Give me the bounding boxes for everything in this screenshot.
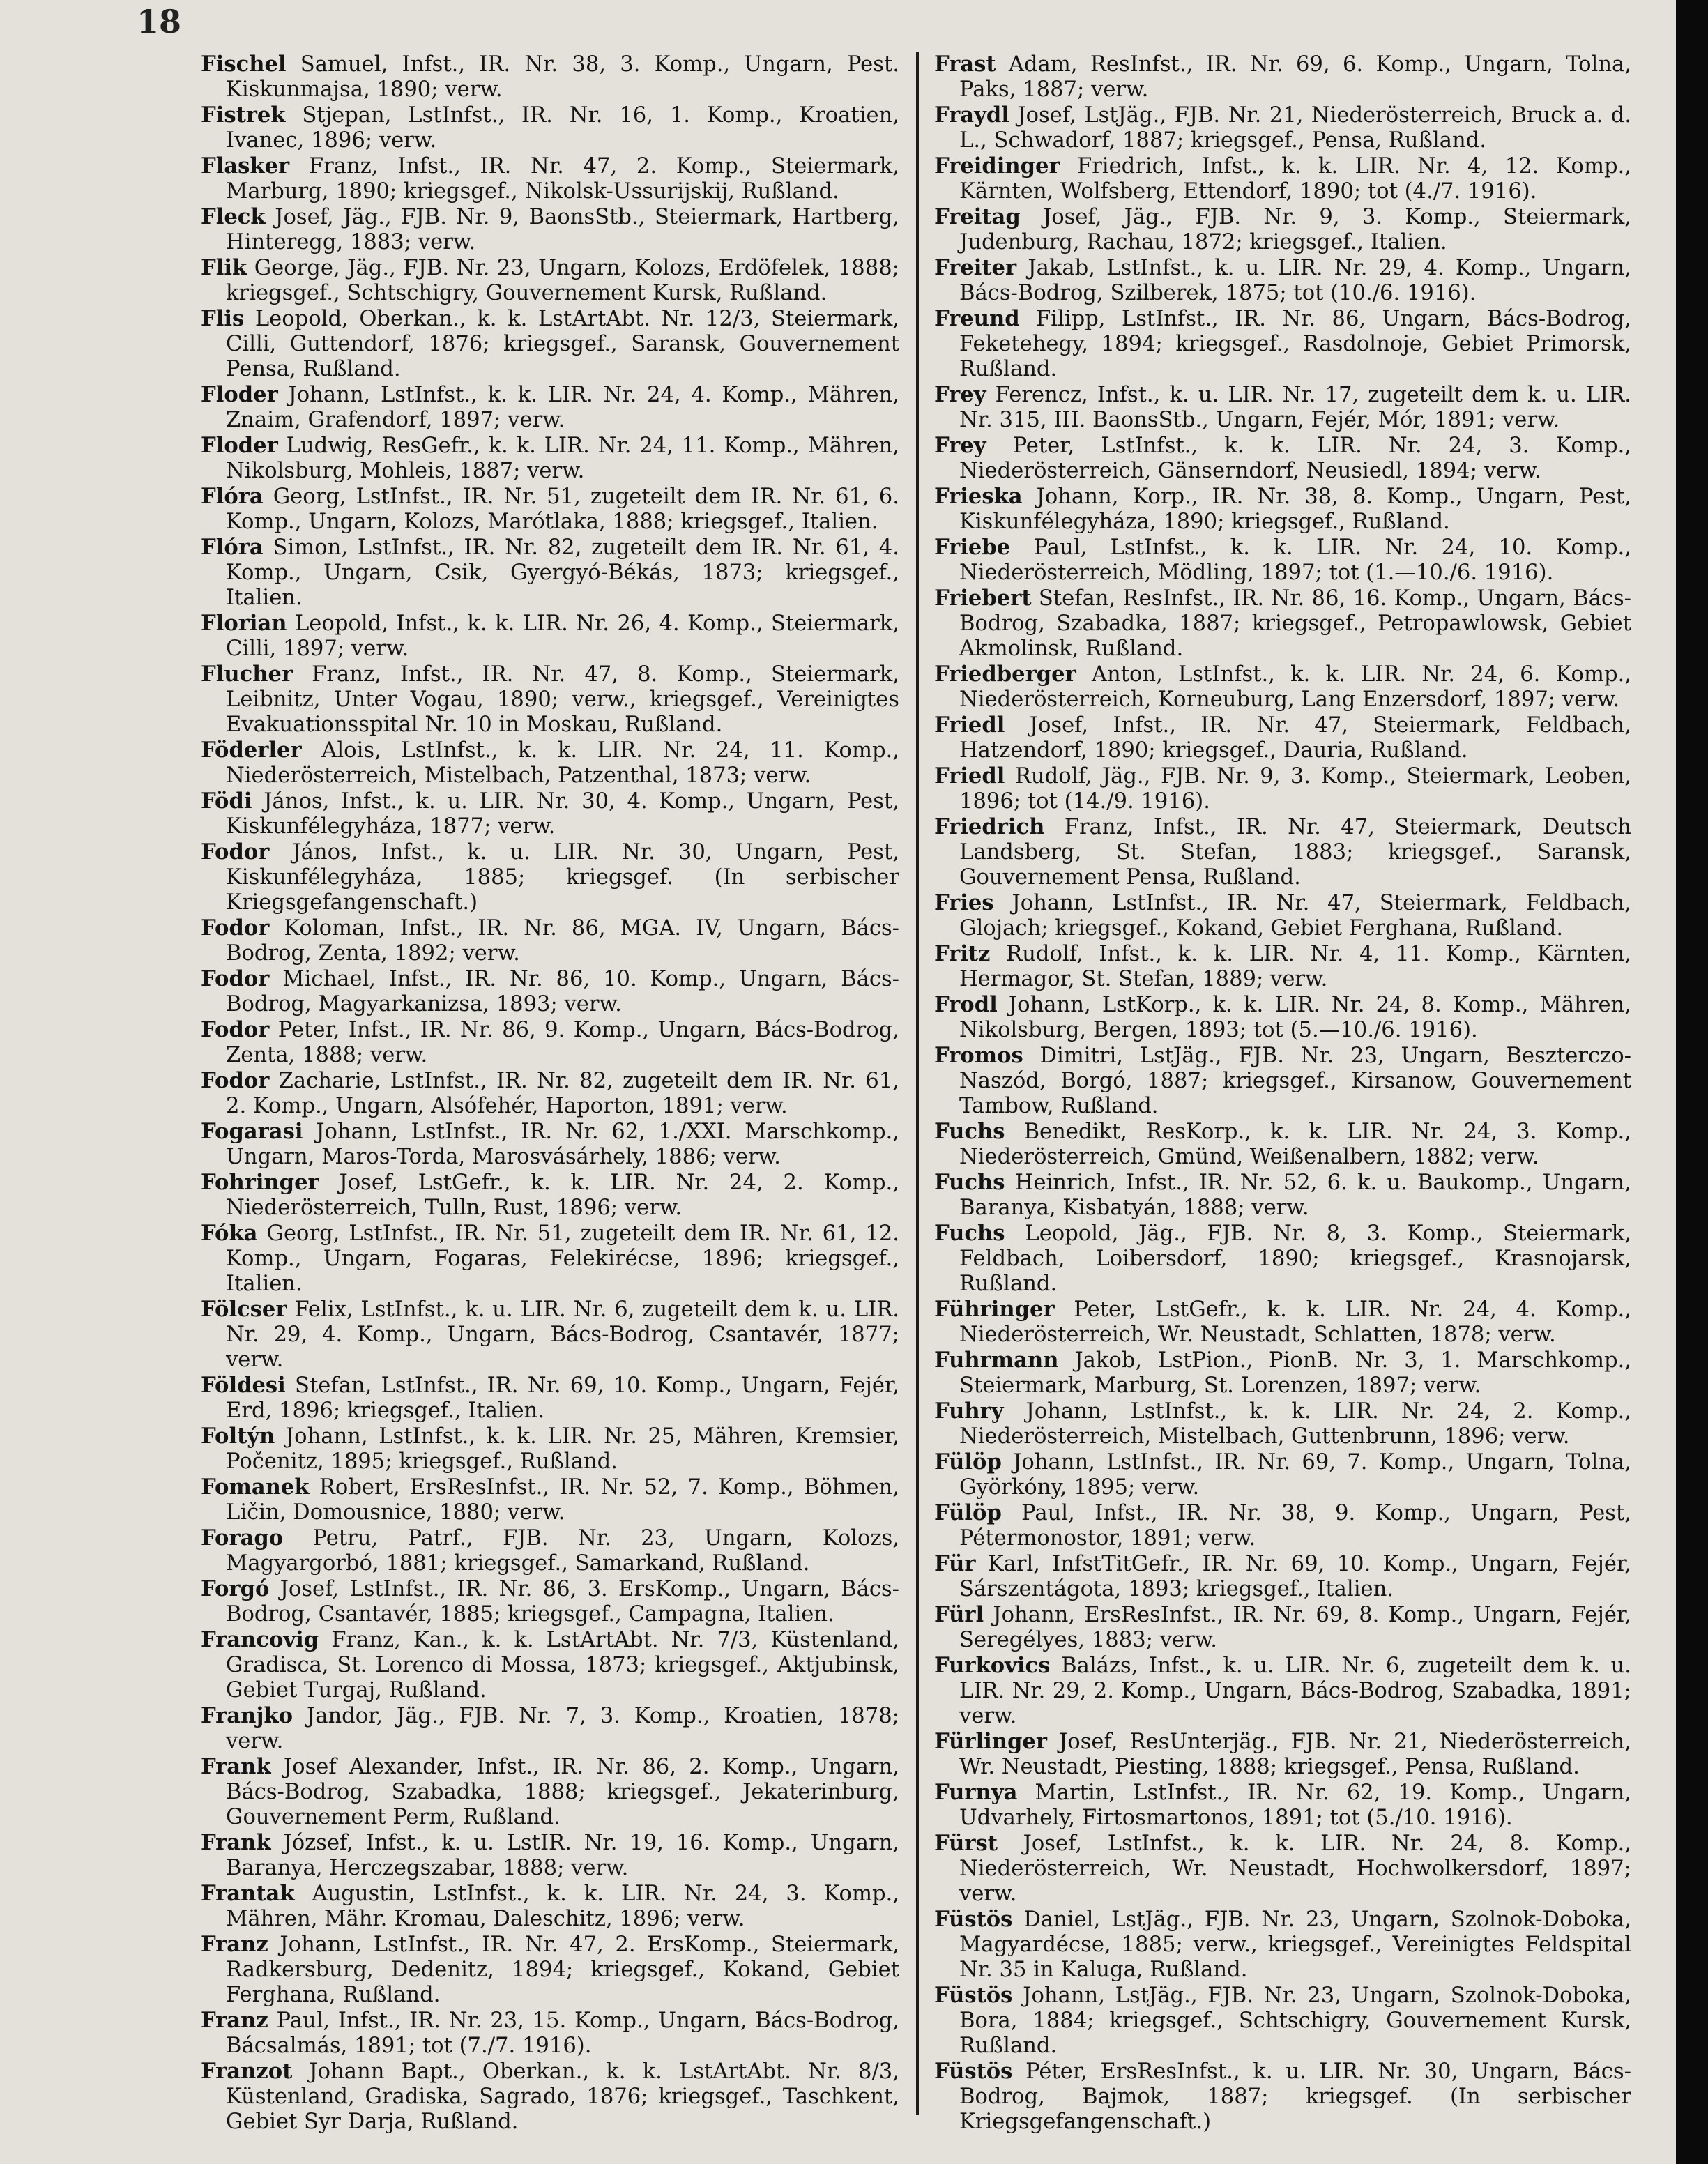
entry-surname: Frey — [934, 382, 986, 407]
entry-surname: Fries — [934, 890, 994, 915]
register-entry — [201, 2059, 899, 2135]
entry-surname: Freitag — [934, 204, 1021, 229]
register-entry — [934, 1297, 1631, 1348]
register-entry — [201, 1830, 899, 1881]
register-entry — [934, 814, 1631, 890]
entry-surname: Friedberger — [934, 662, 1076, 687]
entry-surname: Friedl — [934, 713, 1005, 738]
register-entry — [201, 1068, 899, 1119]
register-entry — [201, 102, 899, 153]
entry-details: Johann, LstJäg., FJB. Nr. 23, Ungarn, Szolnok-Doboka, Bora, 1884; kriegsgef., Schtschigry, Gouvernement Kursk, Rußland. — [959, 1983, 1631, 2058]
entry-surname: Fodor — [201, 1017, 270, 1042]
entry-details: Josef Alexander, Infst., IR. Nr. 86, 2. Komp., Ungarn, Bács-Bodrog, Szabadka, 1888; kriegsgef., Jekaterinburg, Gouvernement Perm, Rußland. — [226, 1755, 899, 1829]
register-entry — [934, 1449, 1631, 1500]
entry-surname: Furkovics — [934, 1653, 1051, 1678]
register-entry — [934, 52, 1631, 102]
entry-surname: Fóka — [201, 1221, 258, 1246]
register-entry — [201, 1297, 899, 1373]
entry-details: Josef, LstGefr., k. k. LIR. Nr. 24, 2. Komp., Niederösterreich, Tulln, Rust, 1896; verw. — [226, 1171, 899, 1220]
register-entry — [201, 839, 899, 915]
entry-details: Alois, LstInfst., k. k. LIR. Nr. 24, 11. Komp., Niederösterreich, Mistelbach, Patzenthal, 1873; verw. — [226, 738, 899, 788]
entry-surname: Fischel — [201, 52, 287, 77]
entry-details: Daniel, LstJäg., FJB. Nr. 23, Ungarn, Szolnok-Doboka, Magyardécse, 1885; verw., kriegsgef., Vereinigtes Feldspital Nr. 35 in Kaluga, Rußland. — [959, 1907, 1631, 1982]
entry-details: Johann, LstInfst., IR. Nr. 62, 1./XXI. Marschkomp., Ungarn, Maros-Torda, Marosvásárhely, 1886; verw. — [226, 1120, 899, 1169]
entry-surname: Fleck — [201, 204, 266, 229]
entry-surname: Führinger — [934, 1297, 1055, 1322]
entry-surname: Franz — [201, 1932, 268, 1957]
entry-surname: Fodor — [201, 1068, 270, 1093]
entry-details: Johann, LstInfst., IR. Nr. 47, Steiermark, Feldbach, Glojach; kriegsgef., Kokand, Gebiet Ferghana, Rußland. — [959, 891, 1631, 940]
entry-surname: Franzot — [201, 2059, 293, 2084]
entry-surname: Freidinger — [934, 153, 1060, 178]
register-entry — [201, 1881, 899, 1932]
entry-details: Benedikt, ResKorp., k. k. LIR. Nr. 24, 3. Komp., Niederösterreich, Gmünd, Weißenalbern, 1882; verw. — [959, 1120, 1631, 1169]
entry-surname: Fülöp — [934, 1449, 1002, 1475]
entry-surname: Fritz — [934, 941, 991, 966]
entry-details: Stefan, ResInfst., IR. Nr. 86, 16. Komp., Ungarn, Bács-Bodrog, Szabadka, 1887; kriegsgef., Petropawlowsk, Gebiet Akmolinsk, Rußland. — [959, 586, 1631, 661]
entry-details: Augustin, LstInfst., k. k. LIR. Nr. 24, 3. Komp., Mähren, Mähr. Kromau, Daleschitz, 1896; verw. — [226, 1882, 899, 1931]
register-entry — [934, 1780, 1631, 1831]
entry-details: Felix, LstInfst., k. u. LIR. Nr. 6, zugeteilt dem k. u. LIR. Nr. 29, 4. Komp., Ungarn, Bács-Bodrog, Csantavér, 1877; verw. — [226, 1297, 899, 1372]
register-entry — [934, 1729, 1631, 1780]
entry-details: Filipp, LstInfst., IR. Nr. 86, Ungarn, Bács-Bodrog, Feketehegy, 1894; kriegsgef., Rasdolnoje, Gebiet Primorsk, Rußland. — [959, 307, 1632, 381]
entry-surname: Föderler — [201, 738, 302, 763]
register-entry — [934, 890, 1631, 941]
register-entry — [201, 1525, 899, 1576]
entry-details: Stefan, LstInfst., IR. Nr. 69, 10. Komp., Ungarn, Fejér, Erd, 1896; kriegsgef., Italien. — [226, 1373, 899, 1423]
entry-surname: Furnya — [934, 1780, 1018, 1805]
register-entry — [201, 204, 899, 255]
entry-details: Robert, ErsResInfst., IR. Nr. 52, 7. Komp., Böhmen, Ličin, Domousnice, 1880; verw. — [226, 1475, 899, 1525]
register-entry — [201, 1017, 899, 1068]
register-entry — [934, 1500, 1631, 1551]
entry-details: Anton, LstInfst., k. k. LIR. Nr. 24, 6. Komp., Niederösterreich, Korneuburg, Lang Enzersdorf, 1897; verw. — [959, 662, 1631, 712]
register-entry — [934, 102, 1631, 153]
register-entry — [201, 1170, 899, 1221]
register-entry — [201, 433, 899, 484]
entry-surname: Floder — [201, 433, 278, 458]
entry-details: Ludwig, ResGefr., k. k. LIR. Nr. 24, 11. Komp., Mähren, Nikolsburg, Mohleis, 1887; verw. — [226, 434, 899, 483]
register-entry — [934, 1221, 1631, 1297]
register-entry — [201, 738, 899, 788]
register-entry — [934, 535, 1631, 586]
register-entry — [934, 1602, 1631, 1653]
entry-surname: Füstös — [934, 2059, 1013, 2084]
register-entry — [934, 204, 1631, 255]
entry-details: Johann, LstInfst., k. k. LIR. Nr. 24, 2. Komp., Niederösterreich, Mistelbach, Guttenbrunn, 1896; verw. — [959, 1399, 1631, 1449]
entry-details: Jandor, Jäg., FJB. Nr. 7, 3. Komp., Kroatien, 1878; verw. — [226, 1704, 899, 1753]
entry-surname: Fraydl — [934, 102, 1009, 128]
entry-details: Franz, Infst., IR. Nr. 47, Steiermark, Deutsch Landsberg, St. Stefan, 1883; kriegsgef., Saransk, Gouvernement Pensa, Rußland. — [959, 815, 1631, 890]
entry-details: Leopold, Infst., k. k. LIR. Nr. 26, 4. Komp., Steiermark, Cilli, 1897; verw. — [226, 611, 899, 661]
entry-details: Dimitri, LstJäg., FJB. Nr. 23, Ungarn, Beszterczo-Naszód, Borgó, 1887; kriegsgef., Kirsanow, Gouvernement Tambow, Rußland. — [959, 1044, 1631, 1118]
entry-details: Johann, LstInfst., IR. Nr. 47, 2. ErsKomp., Steiermark, Radkersburg, Dedenitz, 1894; kriegsgef., Kokand, Gebiet Ferghana, Rußland. — [226, 1933, 900, 2007]
entry-details: Paul, Infst., IR. Nr. 23, 15. Komp., Ungarn, Bács-Bodrog, Bácsalmás, 1891; tot (7./7. 1916). — [226, 2009, 899, 2058]
register-entry — [934, 662, 1631, 713]
entry-surname: Fürst — [934, 1831, 998, 1856]
entry-surname: Fürlinger — [934, 1729, 1048, 1754]
register-entry — [201, 788, 899, 839]
entry-surname: Füstös — [934, 1907, 1013, 1932]
entry-surname: Flis — [201, 306, 245, 331]
entry-surname: Fodor — [201, 915, 270, 940]
entry-details: Simon, LstInfst., IR. Nr. 82, zugeteilt dem IR. Nr. 61, 4. Komp., Ungarn, Csik, Gyergyó-Békás, 1873; kriegsgef., Italien. — [226, 535, 899, 610]
register-entry — [934, 153, 1631, 204]
entry-details: József, Infst., k. u. LstIR. Nr. 19, 16. Komp., Ungarn, Baranya, Herczegszabar, 1888; verw. — [226, 1831, 899, 1880]
entry-surname: Frodl — [934, 992, 998, 1017]
register-entry — [934, 306, 1631, 382]
entry-surname: Fohringer — [201, 1170, 319, 1195]
register-entry — [201, 915, 899, 966]
register-entry — [201, 662, 899, 738]
register-entry — [934, 382, 1631, 433]
entry-surname: Fuchs — [934, 1221, 1005, 1246]
entry-details: Johann, Korp., IR. Nr. 38, 8. Komp., Ungarn, Pest, Kiskunfélegyháza, 1890; kriegsgef., Rußland. — [959, 485, 1631, 534]
entry-details: Franz, Infst., IR. Nr. 47, 2. Komp., Steiermark, Marburg, 1890; kriegsgef., Nikolsk-Ussurijskij, Rußland. — [226, 154, 899, 204]
entry-details: Johann, LstInfst., k. k. LIR. Nr. 25, Mähren, Kremsier, Počenitz, 1895; kriegsgef., Rußland. — [226, 1424, 899, 1474]
entry-surname: Fistrek — [201, 102, 286, 128]
entry-surname: Florian — [201, 611, 287, 636]
register-entry — [934, 586, 1631, 662]
entry-details: Peter, LstInfst., k. k. LIR. Nr. 24, 3. Komp., Niederösterreich, Gänserndorf, Neusiedl, 1894; verw. — [959, 434, 1631, 483]
register-entry — [201, 1119, 899, 1170]
entry-details: Adam, ResInfst., IR. Nr. 69, 6. Komp., Ungarn, Tolna, Paks, 1887; verw. — [959, 52, 1632, 102]
entry-details: Georg, LstInfst., IR. Nr. 51, zugeteilt dem IR. Nr. 61, 6. Komp., Ungarn, Kolozs, Marótlaka, 1888; kriegsgef., Italien. — [226, 485, 899, 534]
entry-details: Koloman, Infst., IR. Nr. 86, MGA. IV, Ungarn, Bács-Bodrog, Zenta, 1892; verw. — [226, 916, 899, 966]
register-entry — [201, 1703, 899, 1754]
entry-details: Stjepan, LstInfst., IR. Nr. 16, 1. Komp., Kroatien, Ivanec, 1896; verw. — [226, 103, 899, 153]
register-entry — [201, 1475, 899, 1525]
column-divider — [916, 52, 919, 2115]
entry-details: Zacharie, LstInfst., IR. Nr. 82, zugeteilt dem IR. Nr. 61, 2. Komp., Ungarn, Alsófehér, Haporton, 1891; verw. — [226, 1069, 899, 1118]
entry-details: Friedrich, Infst., k. k. LIR. Nr. 4, 12. Komp., Kärnten, Wolfsberg, Ettendorf, 1890; tot (4./7. 1916). — [959, 154, 1631, 204]
register-entry — [934, 484, 1631, 535]
entry-surname: Frank — [201, 1830, 271, 1855]
entry-surname: Frank — [201, 1754, 271, 1779]
register-entry — [934, 1551, 1631, 1602]
register-entry — [201, 966, 899, 1017]
entry-details: Johann, ErsResInfst., IR. Nr. 69, 8. Komp., Ungarn, Fejér, Seregélyes, 1883; verw. — [959, 1603, 1631, 1652]
entry-details: Jakab, LstInfst., k. u. LIR. Nr. 29, 4. Komp., Ungarn, Bács-Bodrog, Szilberek, 1875; tot (10./6. 1916). — [959, 256, 1631, 305]
entry-details: Karl, InfstTitGefr., IR. Nr. 69, 10. Komp., Ungarn, Fejér, Sárszentágota, 1893; kriegsgef., Italien. — [959, 1552, 1631, 1601]
register-entry — [201, 255, 899, 306]
entry-surname: Franjko — [201, 1703, 293, 1728]
entry-surname: Földesi — [201, 1373, 286, 1398]
entry-details: Leopold, Jäg., FJB. Nr. 8, 3. Komp., Steiermark, Feldbach, Loibersdorf, 1890; kriegsgef., Krasnojarsk, Rußland. — [959, 1221, 1631, 1296]
entry-surname: Frey — [934, 433, 986, 458]
register-entry — [934, 1119, 1631, 1170]
entry-details: Johann, LstKorp., k. k. LIR. Nr. 24, 8. Komp., Mähren, Nikolsburg, Bergen, 1893; tot (5.—10./6. 1916). — [959, 993, 1631, 1042]
entry-details: Johann, LstInfst., IR. Nr. 69, 7. Komp., Ungarn, Tolna, Györkóny, 1895; verw. — [959, 1450, 1631, 1500]
entry-details: Johann, LstInfst., k. k. LIR. Nr. 24, 4. Komp., Mähren, Znaim, Grafendorf, 1897; verw. — [226, 383, 899, 432]
entry-surname: Foltýn — [201, 1424, 275, 1449]
entry-surname: Franz — [201, 2008, 268, 2033]
entry-surname: Fölcser — [201, 1297, 287, 1322]
entry-details: Rudolf, Infst., k. k. LIR. Nr. 4, 11. Komp., Kärnten, Hermagor, St. Stefan, 1889; verw. — [959, 942, 1631, 991]
entry-details: George, Jäg., FJB. Nr. 23, Ungarn, Kolozs, Erdöfelek, 1888; kriegsgef., Schtschigry, Gouvernement Kursk, Rußland. — [226, 256, 899, 305]
entry-details: Péter, ErsResInfst., k. u. LIR. Nr. 30, Ungarn, Bács-Bodrog, Bajmok, 1887; kriegsgef. (In serbischer Kriegsgefangenschaft.) — [959, 2059, 1631, 2134]
register-entry — [201, 535, 899, 611]
register-entry — [934, 1043, 1631, 1119]
entry-details: Josef, Infst., IR. Nr. 47, Steiermark, Feldbach, Hatzendorf, 1890; kriegsgef., Dauria, Rußland. — [959, 713, 1631, 763]
entry-details: Paul, LstInfst., k. k. LIR. Nr. 24, 10. Komp., Niederösterreich, Mödling, 1897; tot (1.—10./6. 1916). — [959, 535, 1631, 585]
register-entry — [934, 1983, 1631, 2059]
register-entry — [201, 484, 899, 535]
entry-surname: Fodor — [201, 966, 270, 991]
entry-surname: Frieska — [934, 484, 1023, 509]
entry-surname: Flóra — [201, 484, 264, 509]
register-entry — [201, 611, 899, 662]
register-entry — [934, 2059, 1631, 2135]
entry-details: Johann Bapt., Oberkan., k. k. LstArtAbt. Nr. 8/3, Küstenland, Gradiska, Sagrado, 1876; kriegsgef., Taschkent, Gebiet Syr Darja, Rußland. — [226, 2059, 899, 2134]
register-entry — [201, 382, 899, 433]
entry-details: Peter, LstGefr., k. k. LIR. Nr. 24, 4. Komp., Niederösterreich, Wr. Neustadt, Schlatten, 1878; verw. — [959, 1297, 1631, 1347]
register-entry — [934, 713, 1631, 763]
register-entry — [201, 1932, 899, 2008]
entry-surname: Fuhry — [934, 1399, 1004, 1424]
entry-details: Rudolf, Jäg., FJB. Nr. 9, 3. Komp., Steiermark, Leoben, 1896; tot (14./9. 1916). — [959, 764, 1631, 814]
register-entry — [201, 306, 899, 382]
entry-surname: Freiter — [934, 255, 1017, 280]
dark-page-edge — [1676, 0, 1708, 2164]
register-entry — [934, 941, 1631, 992]
entry-details: Samuel, Infst., IR. Nr. 38, 3. Komp., Ungarn, Pest. Kiskunmajsa, 1890; verw. — [226, 52, 899, 102]
entry-surname: Friedrich — [934, 814, 1045, 839]
register-entry — [201, 1373, 899, 1424]
entry-details: Josef, LstJäg., FJB. Nr. 21, Niederösterreich, Bruck a. d. L., Schwadorf, 1887; kriegsgef., Pensa, Rußland. — [959, 103, 1631, 153]
register-entry — [934, 1348, 1631, 1399]
entry-details: Josef, Jäg., FJB. Nr. 9, 3. Komp., Steiermark, Judenburg, Rachau, 1872; kriegsgef., Italien. — [959, 205, 1631, 254]
entry-surname: Fogarasi — [201, 1119, 303, 1144]
entry-surname: Friedl — [934, 763, 1005, 788]
entry-details: Ferencz, Infst., k. u. LIR. Nr. 17, zugeteilt dem k. u. LIR. Nr. 315, III. BaonsStb., Ungarn, Fejér, Mór, 1891; verw. — [959, 383, 1631, 432]
entry-surname: Für — [934, 1551, 976, 1576]
entry-surname: Fomanek — [201, 1475, 310, 1500]
entry-details: Michael, Infst., IR. Nr. 86, 10. Komp., Ungarn, Bács-Bodrog, Magyarkanizsa, 1893; verw. — [226, 967, 899, 1016]
left-column — [201, 52, 899, 2135]
page-number: 18 — [137, 3, 182, 40]
entry-details: János, Infst., k. u. LIR. Nr. 30, Ungarn, Pest, Kiskunfélegyháza, 1885; kriegsgef. (In serbischer Kriegsgefangenschaft.) — [226, 840, 899, 915]
entry-details: Josef, LstInfst., k. k. LIR. Nr. 24, 8. Komp., Niederösterreich, Wr. Neustadt, Hochwolkersdorf, 1897; verw. — [959, 1831, 1631, 1906]
register-entry — [934, 433, 1631, 484]
register-entry — [934, 1399, 1631, 1449]
register-entry — [934, 1170, 1631, 1221]
entry-surname: Fuchs — [934, 1119, 1005, 1144]
register-entry — [934, 992, 1631, 1043]
entry-surname: Fuchs — [934, 1170, 1005, 1195]
entry-surname: Friebert — [934, 586, 1032, 611]
entry-surname: Flik — [201, 255, 247, 280]
entry-surname: Flucher — [201, 662, 293, 687]
entry-details: Petru, Patrf., FJB. Nr. 23, Ungarn, Kolozs, Magyargorbó, 1881; kriegsgef., Samarkand, Rußland. — [226, 1526, 899, 1576]
entry-details: Josef, ResUnterjäg., FJB. Nr. 21, Niederösterreich, Wr. Neustadt, Piesting, 1888; kriegsgef., Pensa, Rußland. — [959, 1730, 1631, 1779]
entry-surname: Francovig — [201, 1627, 319, 1652]
register-entry — [201, 2008, 899, 2059]
entry-surname: Fodor — [201, 839, 270, 864]
entry-details: Paul, Infst., IR. Nr. 38, 9. Komp., Ungarn, Pest, Pétermonostor, 1891; verw. — [959, 1501, 1631, 1550]
register-entry — [201, 1424, 899, 1475]
register-entry — [201, 1576, 899, 1627]
entry-surname: Füstös — [934, 1983, 1013, 2008]
register-entry — [201, 1754, 899, 1830]
entry-details: Josef, Jäg., FJB. Nr. 9, BaonsStb., Steiermark, Hartberg, Hinteregg, 1883; verw. — [226, 205, 899, 254]
register-entry — [934, 1653, 1631, 1729]
register-entry — [934, 763, 1631, 814]
entry-details: Peter, Infst., IR. Nr. 86, 9. Komp., Ungarn, Bács-Bodrog, Zenta, 1888; verw. — [226, 1018, 899, 1067]
entry-surname: Fromos — [934, 1043, 1023, 1068]
entry-details: János, Infst., k. u. LIR. Nr. 30, 4. Komp., Ungarn, Pest, Kiskunfélegyháza, 1877; verw. — [226, 789, 899, 839]
register-entry — [201, 52, 899, 102]
entry-surname: Frantak — [201, 1881, 295, 1906]
entry-surname: Forgó — [201, 1576, 270, 1601]
entry-details: Jakob, LstPion., PionB. Nr. 3, 1. Marschkomp., Steiermark, Marburg, St. Lorenzen, 1897; verw. — [959, 1348, 1631, 1398]
entry-surname: Freund — [934, 306, 1020, 331]
entry-surname: Frast — [934, 52, 996, 77]
entry-surname: Födi — [201, 788, 252, 814]
entry-surname: Friebe — [934, 535, 1011, 560]
entry-details: Georg, LstInfst., IR. Nr. 51, zugeteilt dem IR. Nr. 61, 12. Komp., Ungarn, Fogaras, Felekirécse, 1896; kriegsgef., Italien. — [226, 1221, 899, 1296]
register-entry — [934, 1907, 1631, 1983]
entry-surname: Floder — [201, 382, 278, 407]
entry-details: Leopold, Oberkan., k. k. LstArtAbt. Nr. 12/3, Steiermark, Cilli, Guttendorf, 1876; kriegsgef., Saransk, Gouvernement Pensa, Rußland. — [226, 307, 899, 381]
register-entry — [934, 255, 1631, 306]
entry-surname: Flóra — [201, 535, 264, 560]
entry-details: Balázs, Infst., k. u. LIR. Nr. 6, zugeteilt dem k. u. LIR. Nr. 29, 2. Komp., Ungarn, Bács-Bodrog, Szabadka, 1891; verw. — [959, 1654, 1632, 1728]
entry-surname: Flasker — [201, 153, 290, 178]
entry-details: Martin, LstInfst., IR. Nr. 62, 19. Komp., Ungarn, Udvarhely, Firtosmartonos, 1891; tot (5./10. 1916). — [959, 1781, 1631, 1830]
register-entry — [201, 1221, 899, 1297]
right-column — [934, 52, 1631, 2135]
entry-details: Franz, Kan., k. k. LstArtAbt. Nr. 7/3, Küstenland, Gradisca, St. Lorenco di Mossa, 1873; kriegsgef., Aktjubinsk, Gebiet Turgaj, Rußland. — [226, 1628, 899, 1702]
entry-surname: Forago — [201, 1525, 284, 1550]
register-entry — [934, 1831, 1631, 1907]
entry-surname: Fürl — [934, 1602, 984, 1627]
entry-details: Heinrich, Infst., IR. Nr. 52, 6. k. u. Baukomp., Ungarn, Baranya, Kisbatyán, 1888; verw. — [959, 1171, 1631, 1220]
entry-details: Franz, Infst., IR. Nr. 47, 8. Komp., Steiermark, Leibnitz, Unter Vogau, 1890; verw., kriegsgef., Vereinigtes Evakuationsspital Nr. 10 in Moskau, Rußland. — [226, 662, 899, 737]
register-entry — [201, 1627, 899, 1703]
entry-details: Josef, LstInfst., IR. Nr. 86, 3. ErsKomp., Ungarn, Bács-Bodrog, Csantavér, 1885; kriegsgef., Campagna, Italien. — [226, 1577, 899, 1626]
entry-surname: Fülöp — [934, 1500, 1002, 1525]
register-entry — [201, 153, 899, 204]
entry-surname: Fuhrmann — [934, 1348, 1059, 1373]
